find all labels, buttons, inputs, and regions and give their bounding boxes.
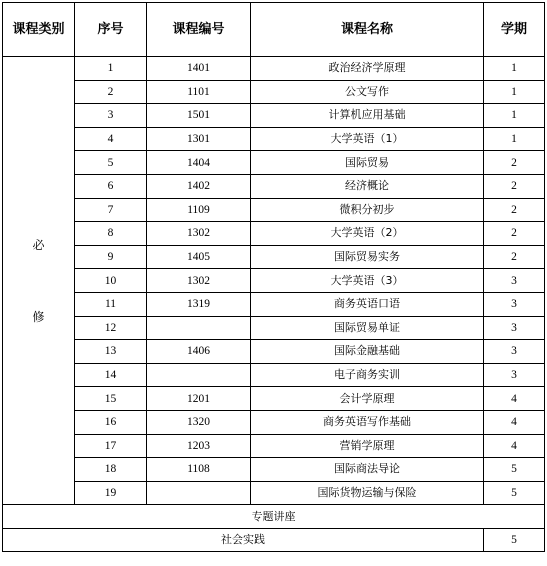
cell-code: 1108 — [147, 458, 251, 482]
cell-code: 1405 — [147, 245, 251, 269]
cell-name: 商务英语口语 — [251, 292, 484, 316]
cell-code — [147, 316, 251, 340]
header-name: 课程名称 — [251, 3, 484, 57]
table-row — [3, 458, 545, 482]
cell-code: 1101 — [147, 80, 251, 104]
cell-name: 电子商务实训 — [251, 363, 484, 387]
cell-name: 微积分初步 — [251, 198, 484, 222]
cell-seq: 10 — [75, 269, 147, 293]
category-char-1: 必 — [32, 237, 45, 252]
table-row — [3, 410, 545, 434]
cell-code: 1404 — [147, 151, 251, 175]
cell-term: 3 — [484, 363, 545, 387]
cell-seq: 12 — [75, 316, 147, 340]
cell-seq: 11 — [75, 292, 147, 316]
cell-term: 5 — [484, 458, 545, 482]
table-row — [3, 151, 545, 175]
cell-seq: 18 — [75, 458, 147, 482]
cell-code: 1319 — [147, 292, 251, 316]
cell-term: 2 — [484, 174, 545, 198]
cell-name: 营销学原理 — [251, 434, 484, 458]
cell-name: 大学英语（1） — [251, 127, 484, 151]
cell-name: 大学英语（2） — [251, 222, 484, 246]
cell-name: 会计学原理 — [251, 387, 484, 411]
table-row — [3, 292, 545, 316]
cell-name: 国际贸易实务 — [251, 245, 484, 269]
cell-term: 2 — [484, 198, 545, 222]
cell-name: 政治经济学原理 — [251, 57, 484, 81]
cell-code — [147, 481, 251, 505]
table-row — [3, 316, 545, 340]
course-table — [2, 2, 545, 552]
table-row — [3, 104, 545, 128]
cell-term: 4 — [484, 434, 545, 458]
cell-seq: 9 — [75, 245, 147, 269]
table-row — [3, 245, 545, 269]
cell-seq: 19 — [75, 481, 147, 505]
cell-term: 4 — [484, 387, 545, 411]
table-row — [3, 80, 545, 104]
cell-code: 1501 — [147, 104, 251, 128]
cell-name: 国际贸易单证 — [251, 316, 484, 340]
cell-seq: 4 — [75, 127, 147, 151]
table-row — [3, 434, 545, 458]
cell-name: 国际贸易 — [251, 151, 484, 175]
cell-code: 1406 — [147, 340, 251, 364]
cell-seq: 13 — [75, 340, 147, 364]
cell-seq: 16 — [75, 410, 147, 434]
cell-code — [147, 363, 251, 387]
cell-term: 1 — [484, 104, 545, 128]
table-row — [3, 505, 545, 529]
cell-name: 国际金融基础 — [251, 340, 484, 364]
cell-code: 1203 — [147, 434, 251, 458]
cell-seq: 3 — [75, 104, 147, 128]
practice-term-cell: 5 — [484, 528, 545, 552]
header-category: 课程类别 — [3, 3, 75, 57]
cell-term: 3 — [484, 269, 545, 293]
cell-seq: 15 — [75, 387, 147, 411]
cell-term: 4 — [484, 410, 545, 434]
table-row — [3, 363, 545, 387]
table-row — [3, 269, 545, 293]
category-label — [3, 239, 74, 323]
cell-code: 1109 — [147, 198, 251, 222]
table-row — [3, 387, 545, 411]
cell-name: 计算机应用基础 — [251, 104, 484, 128]
table-row — [3, 481, 545, 505]
cell-term: 2 — [484, 222, 545, 246]
cell-code: 1201 — [147, 387, 251, 411]
cell-seq: 5 — [75, 151, 147, 175]
cell-term: 3 — [484, 340, 545, 364]
category-cell — [3, 57, 75, 505]
cell-code: 1320 — [147, 410, 251, 434]
header-code: 课程编号 — [147, 3, 251, 57]
table-row — [3, 198, 545, 222]
cell-term: 1 — [484, 57, 545, 81]
cell-code: 1302 — [147, 222, 251, 246]
practice-cell: 社会实践 — [3, 528, 484, 552]
header-row — [3, 3, 545, 57]
table-row — [3, 528, 545, 552]
table-row — [3, 57, 545, 81]
cell-seq: 7 — [75, 198, 147, 222]
cell-name: 国际货物运输与保险 — [251, 481, 484, 505]
header-seq: 序号 — [75, 3, 147, 57]
cell-seq: 8 — [75, 222, 147, 246]
cell-code: 1402 — [147, 174, 251, 198]
table-row — [3, 174, 545, 198]
cell-seq: 17 — [75, 434, 147, 458]
category-char-2: 修 — [32, 309, 45, 324]
cell-term: 3 — [484, 292, 545, 316]
cell-term: 2 — [484, 245, 545, 269]
cell-term: 3 — [484, 316, 545, 340]
cell-name: 大学英语（3） — [251, 269, 484, 293]
table-row — [3, 222, 545, 246]
cell-seq: 2 — [75, 80, 147, 104]
cell-seq: 6 — [75, 174, 147, 198]
table-body — [3, 57, 545, 552]
cell-name: 公文写作 — [251, 80, 484, 104]
cell-name: 商务英语写作基础 — [251, 410, 484, 434]
cell-seq: 1 — [75, 57, 147, 81]
cell-name: 国际商法导论 — [251, 458, 484, 482]
header-term: 学期 — [484, 3, 545, 57]
cell-seq: 14 — [75, 363, 147, 387]
cell-code: 1302 — [147, 269, 251, 293]
cell-name: 经济概论 — [251, 174, 484, 198]
cell-code: 1401 — [147, 57, 251, 81]
cell-term: 5 — [484, 481, 545, 505]
cell-term: 2 — [484, 151, 545, 175]
cell-term: 1 — [484, 80, 545, 104]
cell-code: 1301 — [147, 127, 251, 151]
table-row — [3, 340, 545, 364]
cell-term: 1 — [484, 127, 545, 151]
table-row — [3, 127, 545, 151]
lecture-cell: 专题讲座 — [3, 505, 545, 529]
